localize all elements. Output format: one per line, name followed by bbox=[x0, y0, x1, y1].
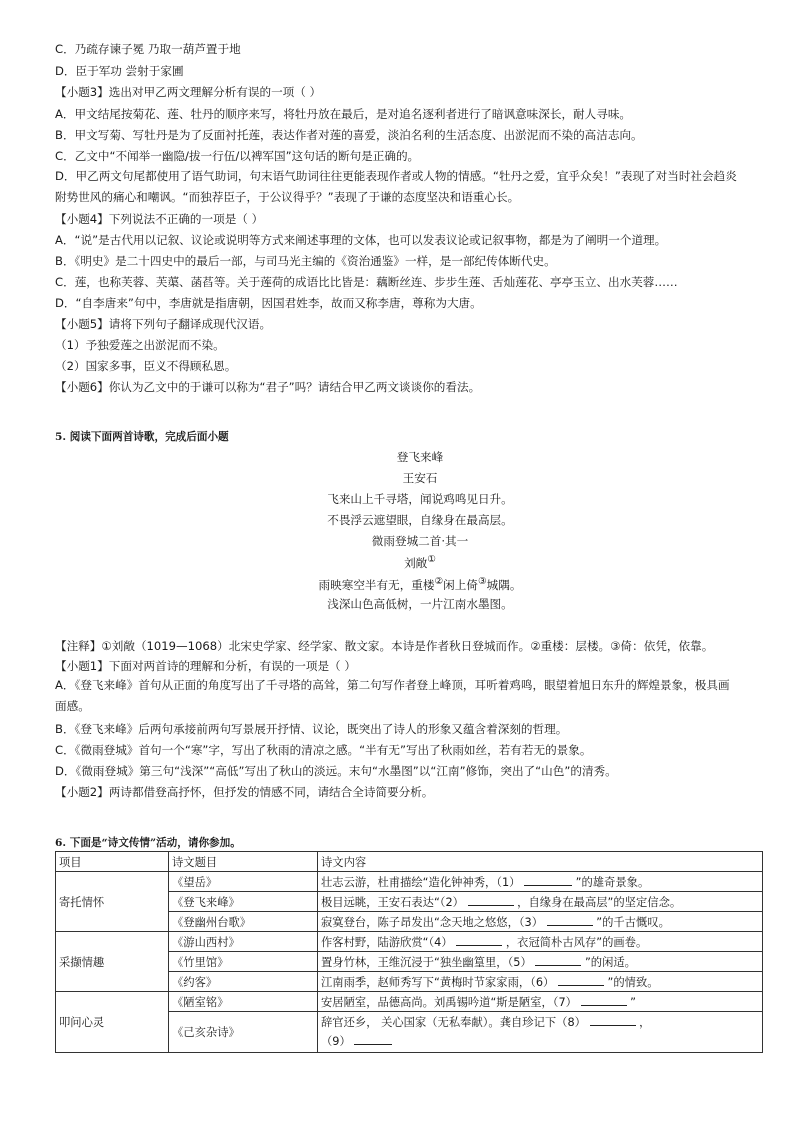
poem-content-cell bbox=[318, 972, 763, 992]
content-text: ， bbox=[639, 1016, 651, 1029]
header-content: 诗文内容 bbox=[318, 852, 763, 872]
table-row bbox=[56, 932, 763, 952]
content-text: 寂寞登台，陈子昂发出“念天地之悠悠，（3） bbox=[321, 915, 544, 929]
content-text: ”的闲适。 bbox=[584, 955, 636, 969]
poem-title-cell: 《游山西村》 bbox=[169, 932, 318, 952]
poem-title-cell: 《望岳》 bbox=[169, 872, 318, 892]
poem-2-line: 浅深山色高低树，一片江南水墨图。 bbox=[327, 597, 513, 611]
poem-title-cell: 《登幽州台歌》 bbox=[169, 912, 318, 932]
content-text: ” bbox=[630, 995, 636, 1009]
content-text: ”的千古慨叹。 bbox=[596, 915, 670, 929]
poem-title-cell: 《登飞来峰》 bbox=[169, 892, 318, 912]
answer-blank-9[interactable] bbox=[354, 1033, 392, 1045]
poem-content-cell bbox=[318, 912, 763, 932]
option-d-line: D．臣于军功 尝射于家圃 bbox=[55, 64, 184, 78]
poem-2-line bbox=[200, 574, 640, 593]
content-text: ，衣冠简朴古风存”的画卷。 bbox=[505, 935, 648, 949]
content-text: 壮志云游，杜甫描绘“造化钟神秀，（1） bbox=[321, 875, 521, 889]
poem-text: 城隅。 bbox=[486, 577, 522, 592]
question-1-option-a: A．《登飞来峰》首句从正面的角度写出了千寻塔的高耸，第二句写作者登上峰顶，耳听着鸡鸣，眼望着旭日东升的辉煌景象，极具画面感。 bbox=[55, 678, 730, 713]
question-2-stem: 【小题2】两诗都借登高抒怀，但抒发的情感不同，请结合全诗简要分析。 bbox=[55, 785, 434, 799]
content-text: （9） bbox=[321, 1035, 351, 1048]
answer-blank-1[interactable] bbox=[524, 874, 572, 886]
content-text: ，自缘身在最高层”的坚定信念。 bbox=[517, 895, 682, 909]
poem-2-title: 微雨登城二首·其一 bbox=[371, 534, 469, 548]
poem-2-author-name: 刘敞 bbox=[404, 555, 428, 570]
question-4-option-d: D．“自李唐来”句中，李唐就是指唐朝，因国君姓李，故而又称李唐，尊称为大唐。 bbox=[55, 296, 482, 310]
poem-1-title: 登飞来峰 bbox=[396, 450, 444, 464]
question-4-option-b: B．《明史》是二十四史中的最后一部，与司马光主编的《资治通鉴》一样，是一部纪传体断代史。 bbox=[55, 254, 556, 268]
poem-content-cell bbox=[318, 1012, 763, 1053]
translation-item-1: （1）予独爱莲之出淤泥而不染。 bbox=[55, 338, 225, 352]
question-1-option-b: B．《登飞来峰》后两句承接前两句写景展开抒情、议论，既突出了诗人的形象又蕴含着深刻的哲理。 bbox=[55, 722, 568, 736]
group-name: 采撷情趣 bbox=[56, 932, 169, 992]
question-3-option-d: D．甲乙两文句尾都使用了语气助词，句末语气助词往往更能表现作者或人物的情感。“牡丹之爱，宜乎众矣！”表现了对当时社会趋炎附势世风的痛心和嘲讽。“而独荐臣子，于公议得乎？”表现了于谦的态度坚决和语重心长。 bbox=[55, 169, 737, 204]
content-text: 极目远眺，王安石表达“（2） bbox=[321, 895, 464, 909]
table-header-row bbox=[56, 852, 763, 872]
poem-1-line: 不畏浮云遮望眼，自缘身在最高层。 bbox=[327, 513, 513, 527]
poem-content-cell bbox=[318, 892, 763, 912]
translation-item-2: （2）国家多事，臣义不得顾私恩。 bbox=[55, 359, 237, 373]
question-3-stem: 【小题3】选出对甲乙两文理解分析有误的一项（ ） bbox=[55, 85, 322, 99]
content-text: 江南雨季，赵师秀写下“黄梅时节家家雨，（6） bbox=[321, 975, 555, 989]
question-4-option-c: C．莲，也称芙蓉、芙蕖、菡萏等。关于莲荷的成语比比皆是：藕断丝连、步步生莲、舌灿莲花、亭亭玉立、出水芙蓉…… bbox=[55, 275, 678, 289]
question-1-option-d: D．《微雨登城》第三句“浅深”“高低”写出了秋山的淡远。末句“水墨图”以“江南”修饰，突出了“山色”的清秀。 bbox=[55, 764, 617, 778]
poem-content-cell bbox=[318, 952, 763, 972]
answer-blank-2[interactable] bbox=[468, 894, 514, 906]
table-row bbox=[56, 872, 763, 892]
content-text: 作客村野，陆游欣赏“（4） bbox=[321, 935, 453, 949]
question-4-option-a: A．“说”是古代用以记叙、议论或说明等方式来阐述事理的文体，也可以发表议论或记叙事物，都是为了阐明一个道理。 bbox=[55, 233, 667, 247]
answer-blank-5[interactable] bbox=[535, 954, 581, 966]
section-5-heading: 5. 阅读下面两首诗歌，完成后面小题 bbox=[55, 431, 229, 443]
content-text: ”的雄奇景象。 bbox=[575, 875, 650, 889]
poem-title-cell: 《己亥杂诗》 bbox=[169, 1012, 318, 1053]
poem-title-cell: 《约客》 bbox=[169, 972, 318, 992]
poem-title-cell: 《陋室铭》 bbox=[169, 992, 318, 1012]
poetry-activity-table bbox=[55, 851, 763, 1053]
section-6-heading: 6. 下面是“诗文传情”活动，请你参加。 bbox=[55, 837, 241, 849]
poem-1-line: 飞来山上千寻塔，闻说鸡鸣见日升。 bbox=[327, 492, 513, 506]
question-1-option-c: C．《微雨登城》首句一个“寒”字，写出了秋雨的清凉之感。“半有无”写出了秋雨如丝，若有若无的景象。 bbox=[55, 743, 592, 757]
poem-2-author bbox=[200, 552, 640, 571]
header-title: 诗文题目 bbox=[169, 852, 318, 872]
answer-blank-4[interactable] bbox=[456, 934, 502, 946]
group-name: 寄托情怀 bbox=[56, 872, 169, 932]
answer-blank-7[interactable] bbox=[581, 994, 627, 1006]
content-text: 安居陋室，品德高尚。刘禹锡吟道“斯是陋室，（7） bbox=[321, 995, 577, 1009]
note-marker: ③ bbox=[477, 576, 487, 587]
poem-content-cell bbox=[318, 872, 763, 892]
question-3-option-b: B．甲文写菊、写牡丹是为了反面衬托莲，表达作者对莲的喜爱，淡泊名利的生活态度、出淤泥而不染的高洁志向。 bbox=[55, 128, 643, 142]
content-text: 置身竹林，王维沉浸于“独坐幽篁里，（5） bbox=[321, 955, 532, 969]
content-text: ”的情致。 bbox=[607, 975, 659, 989]
question-1-stem: 【小题1】下面对两首诗的理解和分析，有误的一项是（ ） bbox=[55, 659, 356, 673]
note-marker: ② bbox=[434, 576, 444, 587]
poem-1-author: 王安石 bbox=[402, 471, 438, 485]
answer-blank-6[interactable] bbox=[558, 974, 604, 986]
question-4-stem: 【小题4】下列说法不正确的一项是（ ） bbox=[55, 212, 264, 226]
answer-blank-8[interactable] bbox=[590, 1014, 636, 1026]
poem-content-cell bbox=[318, 932, 763, 952]
poem-text: 雨映寒空半有无，重楼 bbox=[318, 577, 435, 592]
group-name: 叩问心灵 bbox=[56, 992, 169, 1053]
option-c-line: C．乃疏存谏子冕 乃取一葫芦置于地 bbox=[55, 42, 241, 56]
table-row bbox=[56, 992, 763, 1012]
poem-title-cell: 《竹里馆》 bbox=[169, 952, 318, 972]
answer-blank-3[interactable] bbox=[547, 914, 593, 926]
poem-content-cell bbox=[318, 992, 763, 1012]
content-text: 辞官还乡， 关心国家（无私奉献）。龚自珍记下（8） bbox=[321, 1016, 586, 1029]
question-3-option-c: C．乙文中“不闻举一幽隐/拔一行伍/以裨军国”这句话的断句是正确的。 bbox=[55, 149, 420, 163]
poem-text: 闲上倚 bbox=[443, 577, 478, 592]
question-5-stem: 【小题5】请将下列句子翻译成现代汉语。 bbox=[55, 317, 272, 331]
annotation-notes: 【注释】①刘敞（1019—1068）北宋史学家、经学家、散文家。本诗是作者秋日登城而作。②重楼：层楼。③倚：依凭，依靠。 bbox=[55, 639, 714, 653]
question-3-option-a: A．甲文结尾按菊花、莲、牡丹的顺序来写，将牡丹放在最后，是对追名逐利者进行了暗讽意味深长，耐人寻味。 bbox=[55, 107, 632, 121]
question-6-stem: 【小题6】你认为乙文中的于谦可以称为“君子”吗？请结合甲乙两文谈谈你的看法。 bbox=[55, 380, 481, 394]
header-project: 项目 bbox=[56, 852, 169, 872]
note-marker: ① bbox=[427, 554, 436, 565]
